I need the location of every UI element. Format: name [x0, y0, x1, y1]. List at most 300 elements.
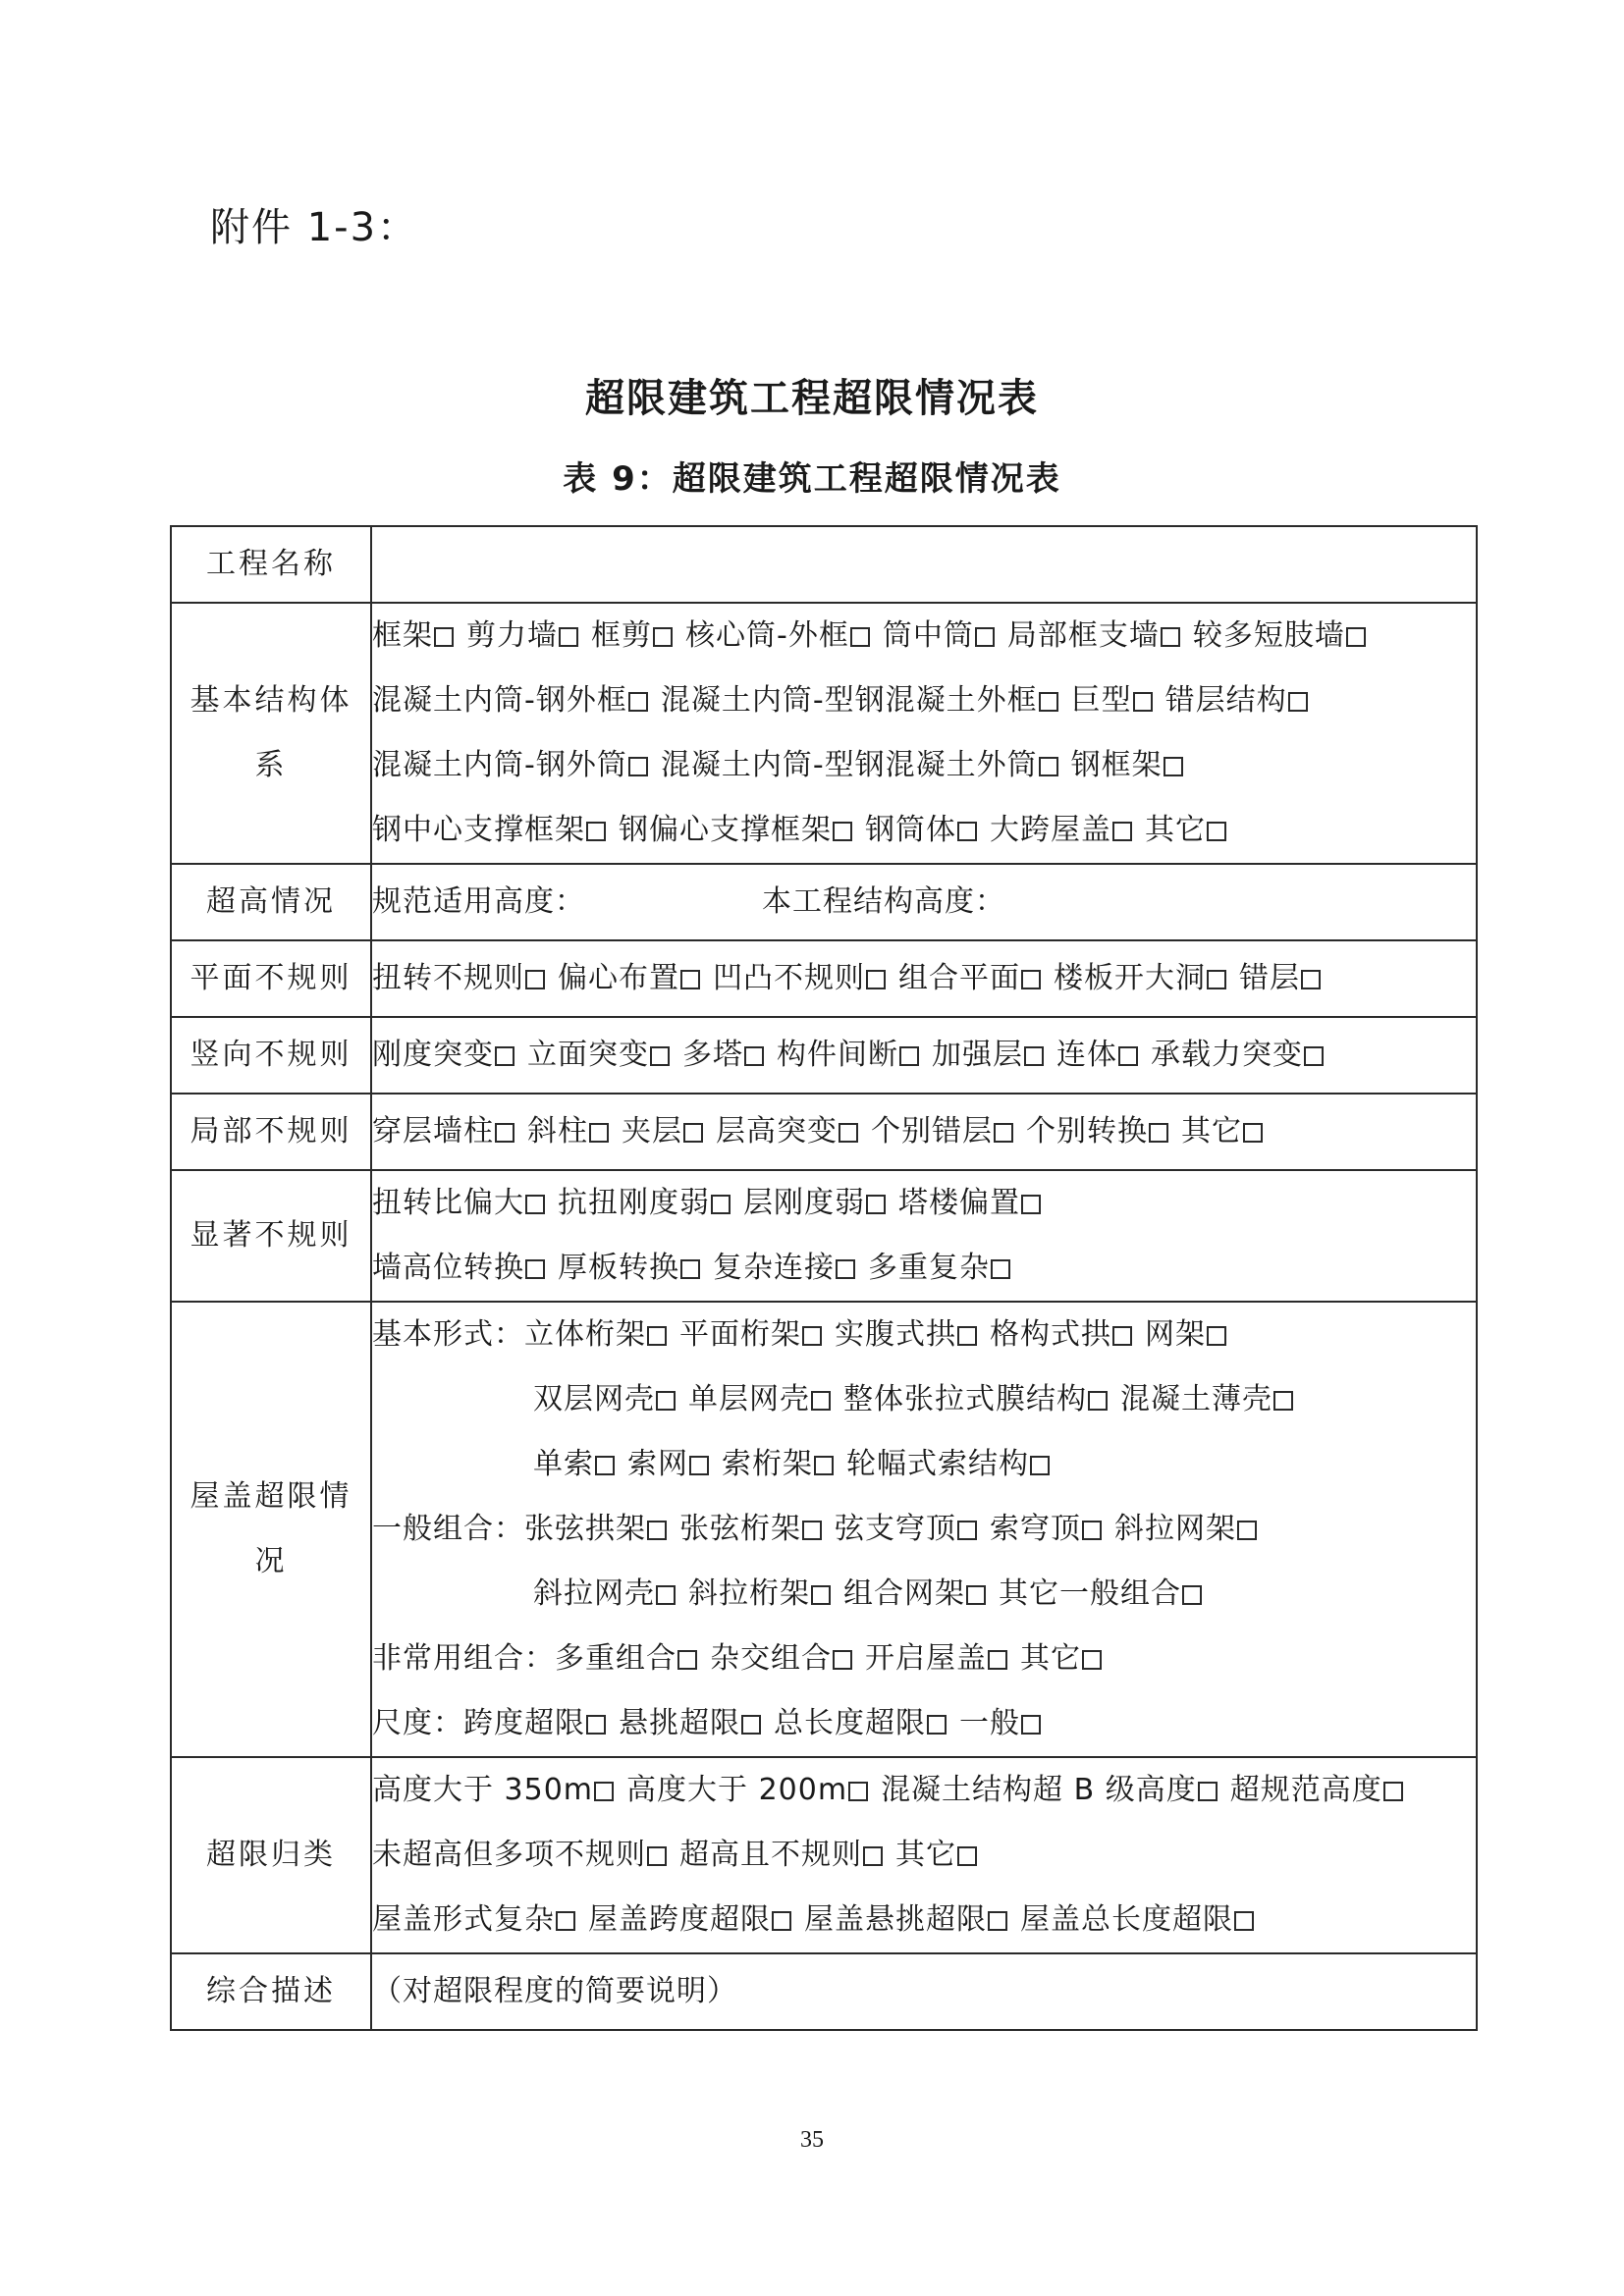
option-line — [372, 733, 1476, 798]
checkbox-square[interactable] — [525, 970, 545, 989]
row-roof — [171, 1302, 1477, 1757]
row-height — [171, 864, 1477, 940]
checkbox-square[interactable] — [1133, 692, 1153, 712]
checkbox-square[interactable] — [1021, 970, 1041, 989]
checkbox-square[interactable] — [1030, 1456, 1050, 1475]
checkbox-option[interactable] — [865, 1641, 1010, 1676]
checkbox-option[interactable] — [619, 813, 855, 847]
checkbox-square[interactable] — [966, 1585, 986, 1605]
option-line — [372, 668, 1476, 733]
checkbox-option[interactable] — [868, 1251, 1013, 1285]
checkbox-option[interactable] — [558, 1186, 733, 1220]
checkbox-square[interactable] — [1207, 1326, 1226, 1346]
checkbox-option[interactable] — [626, 1773, 871, 1807]
option-line — [372, 1432, 1476, 1497]
checkbox-option[interactable] — [527, 1114, 612, 1148]
checkbox-option[interactable] — [591, 618, 676, 653]
checkbox-square[interactable] — [957, 1521, 977, 1540]
option-line — [372, 1823, 1476, 1888]
option-label: 张弦拱架 — [524, 1512, 646, 1546]
checkbox-square[interactable] — [711, 1195, 731, 1214]
checkbox-option[interactable] — [679, 1838, 886, 1872]
option-label: 组合平面 — [898, 961, 1020, 995]
option-label: 单索 — [533, 1447, 594, 1481]
checkbox-square[interactable] — [586, 822, 606, 841]
checkbox-option[interactable] — [1007, 618, 1183, 653]
checkbox-square[interactable] — [680, 970, 700, 989]
checkbox-option[interactable] — [846, 1447, 1053, 1481]
checkbox-square[interactable] — [628, 757, 648, 776]
checkbox-option[interactable] — [843, 1382, 1110, 1416]
checkbox-square[interactable] — [1304, 1046, 1324, 1066]
checkbox-option[interactable] — [895, 1838, 980, 1872]
checkbox-option[interactable] — [1151, 1038, 1326, 1072]
applicable-height-label: 规范适用高度： — [372, 884, 585, 919]
option-label: 开启屋盖 — [865, 1641, 987, 1676]
option-label: 个别转换 — [1026, 1114, 1148, 1148]
checkbox-square[interactable] — [1273, 1391, 1293, 1411]
option-label: 较多短肢墙 — [1192, 618, 1345, 653]
option-label: 弦支穹顶 — [835, 1512, 956, 1546]
option-label: 高度大于 350m — [372, 1773, 594, 1807]
checkbox-option[interactable] — [372, 1902, 578, 1937]
option-label: 穿层墙柱 — [372, 1114, 494, 1148]
option-label: 错层 — [1239, 961, 1300, 995]
checkbox-square[interactable] — [1021, 1195, 1041, 1214]
checkbox-square[interactable] — [744, 1046, 764, 1066]
option-label: 立面突变 — [527, 1038, 649, 1072]
checkbox-option[interactable] — [1145, 1317, 1229, 1352]
checkbox-option[interactable] — [881, 1773, 1220, 1807]
option-label: 总长度超限 — [774, 1706, 926, 1740]
checkbox-square[interactable] — [594, 1782, 614, 1801]
summary-note: （对超限程度的简要说明） — [372, 1974, 737, 2008]
checkbox-square[interactable] — [525, 1195, 545, 1214]
row-significant-irregular — [171, 1170, 1477, 1302]
checkbox-option[interactable] — [372, 1773, 617, 1807]
checkbox-option[interactable] — [959, 1706, 1044, 1740]
checkbox-square[interactable] — [647, 1846, 667, 1866]
checkbox-square[interactable] — [836, 1259, 855, 1279]
checkbox-square[interactable] — [991, 1259, 1010, 1279]
option-label: 大跨屋盖 — [990, 813, 1111, 847]
checkbox-option[interactable] — [533, 1447, 618, 1481]
checkbox-option[interactable] — [524, 1317, 670, 1352]
over-limit-form-table — [170, 525, 1478, 2031]
option-label: 整体张拉式膜结构 — [843, 1382, 1087, 1416]
row-structure-system — [171, 603, 1477, 864]
checkbox-square[interactable] — [1118, 1046, 1138, 1066]
checkbox-option[interactable] — [990, 813, 1135, 847]
option-label: 混凝土内筒-钢外框 — [372, 683, 627, 718]
checkbox-square[interactable] — [586, 1715, 606, 1735]
option-label: 多重组合 — [555, 1641, 677, 1676]
checkbox-option[interactable] — [1193, 618, 1369, 653]
page-number: 35 — [800, 2127, 824, 2153]
checkbox-square[interactable] — [1082, 1521, 1102, 1540]
checkbox-square[interactable] — [1383, 1782, 1403, 1801]
checkbox-square[interactable] — [556, 1911, 575, 1931]
checkbox-option[interactable] — [1071, 748, 1186, 782]
checkbox-option[interactable] — [524, 1512, 670, 1546]
checkbox-square[interactable] — [957, 1846, 977, 1866]
checkbox-option[interactable] — [1071, 683, 1156, 718]
attachment-label: 附件 1-3： — [210, 205, 419, 250]
checkbox-square[interactable] — [1161, 627, 1180, 647]
option-label: 连体 — [1056, 1038, 1117, 1072]
checkbox-square[interactable] — [628, 692, 648, 712]
checkbox-square[interactable] — [495, 1123, 514, 1143]
option-label: 超高且不规则 — [679, 1838, 862, 1872]
option-label: 承载力突变 — [1151, 1038, 1303, 1072]
checkbox-option[interactable] — [883, 618, 998, 653]
checkbox-square[interactable] — [1207, 822, 1226, 841]
checkbox-option[interactable] — [682, 1038, 767, 1072]
checkbox-square[interactable] — [1182, 1585, 1202, 1605]
structure-height-label: 本工程结构高度： — [762, 884, 1005, 919]
option-label: 索网 — [627, 1447, 688, 1481]
checkbox-option[interactable] — [372, 618, 457, 653]
option-label: 混凝土结构超 B 级高度 — [881, 1773, 1197, 1807]
checkbox-option[interactable] — [527, 1038, 673, 1072]
option-label: 悬挑超限 — [619, 1706, 740, 1740]
checkbox-option[interactable] — [372, 813, 609, 847]
group-prefix: 一般组合： — [372, 1512, 524, 1546]
project-name-field[interactable] — [371, 526, 1477, 603]
checkbox-square[interactable] — [650, 1046, 670, 1066]
checkbox-square[interactable] — [680, 1259, 700, 1279]
checkbox-square[interactable] — [647, 1326, 667, 1346]
checkbox-square[interactable] — [848, 1782, 868, 1801]
checkbox-square[interactable] — [653, 627, 673, 647]
checkbox-option[interactable] — [372, 748, 651, 782]
group-prefix: 基本形式： — [372, 1317, 524, 1352]
checkbox-option[interactable] — [713, 1251, 858, 1285]
checkbox-option[interactable] — [804, 1902, 1010, 1937]
checkbox-option[interactable] — [372, 1038, 517, 1072]
option-label: 一般 — [959, 1706, 1020, 1740]
checkbox-square[interactable] — [811, 1391, 831, 1411]
checkbox-option[interactable] — [463, 1706, 609, 1740]
checkbox-option[interactable] — [898, 961, 1044, 995]
checkbox-option[interactable] — [555, 1641, 700, 1676]
document-title: 超限建筑工程超限情况表 — [585, 376, 1039, 421]
checkbox-square[interactable] — [957, 822, 977, 841]
structure-system-options — [371, 603, 1477, 864]
checkbox-square[interactable] — [677, 1650, 697, 1670]
checkbox-square[interactable] — [1346, 627, 1366, 647]
checkbox-option[interactable] — [661, 748, 1061, 782]
checkbox-square[interactable] — [595, 1456, 615, 1475]
checkbox-option[interactable] — [627, 1447, 712, 1481]
option-label: 局部框支墙 — [1006, 618, 1160, 653]
option-label: 多塔 — [682, 1038, 743, 1072]
option-line — [372, 1497, 1476, 1562]
option-line — [372, 1691, 1476, 1756]
vertical-irregular-options — [371, 1017, 1477, 1094]
checkbox-square[interactable] — [656, 1391, 676, 1411]
checkbox-option[interactable] — [1120, 1382, 1296, 1416]
option-label: 筒中筒 — [882, 618, 974, 653]
checkbox-square[interactable] — [1024, 1046, 1044, 1066]
summary-field[interactable] — [371, 1953, 1477, 2030]
checkbox-square[interactable] — [1039, 757, 1058, 776]
checkbox-square[interactable] — [839, 1123, 858, 1143]
checkbox-square[interactable] — [1039, 692, 1058, 712]
option-label: 核心筒-外框 — [685, 618, 849, 653]
checkbox-square[interactable] — [495, 1046, 514, 1066]
local-irregular-label: 局部不规则 — [171, 1094, 371, 1170]
local-irregular-options — [371, 1094, 1477, 1170]
option-label: 高度大于 200m — [626, 1773, 848, 1807]
checkbox-square[interactable] — [1112, 822, 1132, 841]
checkbox-square[interactable] — [1301, 970, 1321, 989]
option-label: 钢筒体 — [865, 813, 956, 847]
checkbox-option[interactable] — [622, 1114, 706, 1148]
option-label: 混凝土内筒-型钢混凝土外筒 — [660, 748, 1038, 782]
checkbox-square[interactable] — [647, 1521, 667, 1540]
option-line — [372, 941, 1476, 1016]
option-label: 扭转比偏大 — [372, 1186, 524, 1220]
checkbox-square[interactable] — [741, 1715, 761, 1735]
checkbox-option[interactable] — [661, 683, 1061, 718]
checkbox-square[interactable] — [772, 1911, 791, 1931]
checkbox-square[interactable] — [525, 1259, 545, 1279]
checkbox-square[interactable] — [866, 970, 886, 989]
option-label: 构件间断 — [777, 1038, 898, 1072]
row-local-irregular — [171, 1094, 1477, 1170]
option-label: 剪力墙 — [466, 618, 558, 653]
checkbox-option[interactable] — [865, 813, 980, 847]
checkbox-option[interactable] — [710, 1641, 855, 1676]
checkbox-option[interactable] — [774, 1706, 949, 1740]
option-label: 其它一般组合 — [999, 1576, 1181, 1611]
checkbox-square[interactable] — [1164, 757, 1183, 776]
checkbox-option[interactable] — [372, 1186, 548, 1220]
checkbox-square[interactable] — [811, 1585, 831, 1605]
checkbox-option[interactable] — [688, 1382, 834, 1416]
option-label: 索穹顶 — [990, 1512, 1081, 1546]
option-label: 轮幅式索结构 — [846, 1447, 1029, 1481]
checkbox-square[interactable] — [1243, 1123, 1263, 1143]
option-line — [372, 1303, 1476, 1367]
checkbox-option[interactable] — [1239, 961, 1324, 995]
row-project-name — [171, 526, 1477, 603]
checkbox-option[interactable] — [990, 1317, 1135, 1352]
plan-irregular-label: 平面不规则 — [171, 940, 371, 1017]
height-fields — [371, 864, 1477, 940]
option-label: 其它 — [1181, 1114, 1242, 1148]
height-label: 超高情况 — [171, 864, 371, 940]
checkbox-square[interactable] — [1237, 1521, 1257, 1540]
group-prefix: 非常用组合： — [372, 1641, 555, 1676]
checkbox-option[interactable] — [688, 1576, 834, 1611]
checkbox-option[interactable] — [558, 1251, 703, 1285]
checkbox-square[interactable] — [814, 1456, 834, 1475]
checkbox-option[interactable] — [1020, 1641, 1105, 1676]
option-label: 凹凸不规则 — [713, 961, 865, 995]
option-line — [372, 604, 1476, 668]
option-label: 斜拉网壳 — [533, 1576, 655, 1611]
option-label: 钢偏心支撑框架 — [619, 813, 832, 847]
checkbox-square[interactable] — [434, 627, 454, 647]
checkbox-square[interactable] — [1288, 692, 1308, 712]
checkbox-square[interactable] — [957, 1326, 977, 1346]
option-label: 未超高但多项不规则 — [372, 1838, 646, 1872]
checkbox-square[interactable] — [899, 1046, 919, 1066]
checkbox-option[interactable] — [588, 1902, 794, 1937]
checkbox-option[interactable] — [372, 1114, 517, 1148]
checkbox-square[interactable] — [975, 627, 995, 647]
checkbox-square[interactable] — [1021, 1715, 1041, 1735]
checkbox-square[interactable] — [683, 1123, 703, 1143]
checkbox-option[interactable] — [777, 1038, 922, 1072]
checkbox-option[interactable] — [1181, 1114, 1266, 1148]
option-line — [372, 1095, 1476, 1169]
checkbox-option[interactable] — [558, 961, 703, 995]
checkbox-option[interactable] — [999, 1576, 1205, 1611]
checkbox-square[interactable] — [1088, 1391, 1108, 1411]
option-label: 层刚度弱 — [743, 1186, 865, 1220]
checkbox-square[interactable] — [1082, 1650, 1102, 1670]
vertical-irregular-label: 竖向不规则 — [171, 1017, 371, 1094]
checkbox-square[interactable] — [689, 1456, 709, 1475]
checkbox-option[interactable] — [619, 1706, 764, 1740]
checkbox-option[interactable] — [835, 1512, 980, 1546]
checkbox-square[interactable] — [1234, 1911, 1254, 1931]
table-caption: 表 9：超限建筑工程超限情况表 — [563, 459, 1061, 499]
checkbox-option[interactable] — [1145, 813, 1229, 847]
option-label: 混凝土内筒-钢外筒 — [372, 748, 627, 782]
checkbox-square[interactable] — [1149, 1123, 1168, 1143]
checkbox-option[interactable] — [533, 1576, 678, 1611]
checkbox-square[interactable] — [866, 1195, 886, 1214]
option-label: 立体桁架 — [524, 1317, 646, 1352]
checkbox-square[interactable] — [802, 1326, 822, 1346]
checkbox-square[interactable] — [988, 1650, 1007, 1670]
option-label: 组合网架 — [843, 1576, 965, 1611]
roof-label — [171, 1302, 371, 1757]
checkbox-option[interactable] — [898, 1186, 1044, 1220]
checkbox-option[interactable] — [679, 1317, 825, 1352]
checkbox-option[interactable] — [1165, 683, 1311, 718]
option-label: 墙高位转换 — [372, 1251, 524, 1285]
option-label: 超规范高度 — [1229, 1773, 1382, 1807]
checkbox-square[interactable] — [833, 822, 852, 841]
checkbox-square[interactable] — [988, 1911, 1007, 1931]
checkbox-option[interactable] — [1020, 1902, 1257, 1937]
checkbox-option[interactable] — [466, 618, 581, 653]
checkbox-option[interactable] — [372, 683, 651, 718]
checkbox-square[interactable] — [863, 1846, 883, 1866]
checkbox-square[interactable] — [802, 1521, 822, 1540]
checkbox-option[interactable] — [722, 1447, 837, 1481]
classification-label: 超限归类 — [171, 1757, 371, 1953]
checkbox-square[interactable] — [833, 1650, 852, 1670]
structure-system-label — [171, 603, 371, 864]
checkbox-option[interactable] — [843, 1576, 989, 1611]
row-summary — [171, 1953, 1477, 2030]
option-line — [372, 1171, 1476, 1236]
option-label: 厚板转换 — [558, 1251, 679, 1285]
classification-options — [371, 1757, 1477, 1953]
option-line — [372, 1018, 1476, 1093]
checkbox-option[interactable] — [871, 1114, 1016, 1148]
summary-label: 综合描述 — [171, 1953, 371, 2030]
checkbox-option[interactable] — [372, 1251, 548, 1285]
checkbox-option[interactable] — [679, 1512, 825, 1546]
option-label: 框架 — [372, 618, 433, 653]
option-label: 网架 — [1145, 1317, 1206, 1352]
roof-label-line1: 屋盖超限情 — [189, 1479, 352, 1514]
checkbox-square[interactable] — [559, 627, 578, 647]
option-line — [372, 798, 1476, 863]
option-label: 框剪 — [591, 618, 652, 653]
option-label: 斜拉网架 — [1114, 1512, 1236, 1546]
checkbox-option[interactable] — [372, 1838, 670, 1872]
checkbox-option[interactable] — [1054, 961, 1229, 995]
option-label: 屋盖形式复杂 — [372, 1902, 555, 1937]
option-label: 格构式拱 — [990, 1317, 1111, 1352]
roof-options — [371, 1302, 1477, 1757]
checkbox-option[interactable] — [372, 961, 548, 995]
checkbox-option[interactable] — [1230, 1773, 1406, 1807]
option-label: 双层网壳 — [533, 1382, 655, 1416]
option-label: 钢框架 — [1070, 748, 1163, 782]
checkbox-option[interactable] — [533, 1382, 678, 1416]
checkbox-option[interactable] — [716, 1114, 861, 1148]
roof-label-line2: 况 — [254, 1544, 288, 1578]
option-label: 个别错层 — [871, 1114, 993, 1148]
checkbox-option[interactable] — [685, 618, 873, 653]
checkbox-option[interactable] — [932, 1038, 1047, 1072]
row-plan-irregular — [171, 940, 1477, 1017]
option-label: 平面桁架 — [679, 1317, 801, 1352]
checkbox-option[interactable] — [990, 1512, 1105, 1546]
option-label: 屋盖总长度超限 — [1020, 1902, 1233, 1937]
option-label: 刚度突变 — [372, 1038, 494, 1072]
option-label: 斜柱 — [527, 1114, 588, 1148]
checkbox-square[interactable] — [656, 1585, 676, 1605]
option-label: 其它 — [895, 1838, 956, 1872]
option-label: 混凝土薄壳 — [1120, 1382, 1272, 1416]
checkbox-option[interactable] — [713, 961, 889, 995]
checkbox-option[interactable] — [1026, 1114, 1171, 1148]
checkbox-square[interactable] — [1198, 1782, 1218, 1801]
option-label: 张弦桁架 — [679, 1512, 801, 1546]
checkbox-option[interactable] — [1114, 1512, 1260, 1546]
checkbox-square[interactable] — [850, 627, 870, 647]
checkbox-square[interactable] — [1112, 1326, 1132, 1346]
checkbox-square[interactable] — [994, 1123, 1013, 1143]
option-label: 错层结构 — [1164, 683, 1287, 718]
significant-irregular-options — [371, 1170, 1477, 1302]
row-classification — [171, 1757, 1477, 1953]
checkbox-square[interactable] — [1207, 970, 1226, 989]
option-label: 其它 — [1020, 1641, 1081, 1676]
checkbox-option[interactable] — [1056, 1038, 1141, 1072]
option-label: 加强层 — [932, 1038, 1023, 1072]
checkbox-square[interactable] — [589, 1123, 609, 1143]
structure-system-label-line1: 基本结构体 — [189, 683, 352, 718]
checkbox-option[interactable] — [835, 1317, 980, 1352]
option-label: 杂交组合 — [710, 1641, 832, 1676]
option-label: 楼板开大洞 — [1054, 961, 1206, 995]
checkbox-square[interactable] — [927, 1715, 947, 1735]
group-prefix: 尺度： — [372, 1706, 463, 1740]
checkbox-option[interactable] — [743, 1186, 889, 1220]
option-line — [372, 1758, 1476, 1823]
